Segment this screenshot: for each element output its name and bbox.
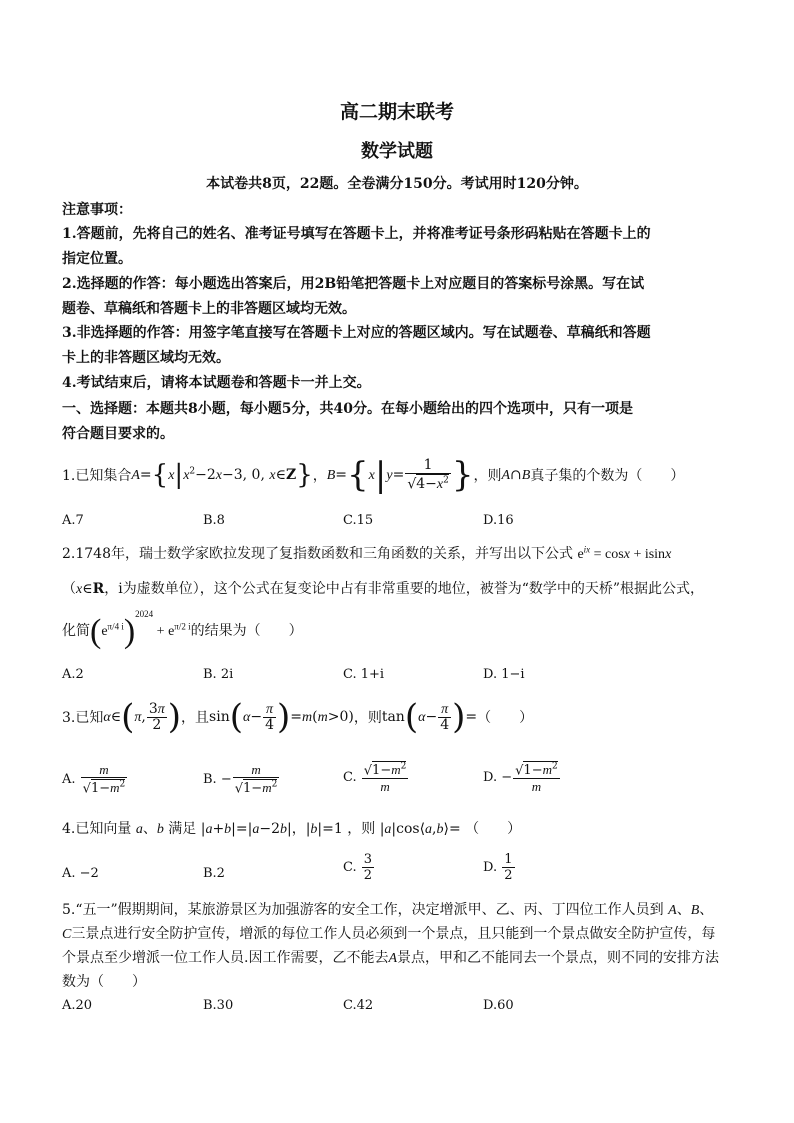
q2-option-c: C. 1+i <box>343 667 385 682</box>
q3-option-a: A. $\frac{m}{√1-m^2}$ <box>62 762 126 797</box>
q3-prefix: 3.已知 <box>62 710 104 726</box>
q1-intersection: A∩B <box>501 466 531 483</box>
q3-option-c: C. $\frac{√1-m^2}{m}$ <box>343 762 407 795</box>
question-2-line-2 <box>62 578 704 598</box>
q2-expression: $(e^{\pi/4 i})^{2024} + e^{\pi/2 i}$ <box>90 609 191 650</box>
q2-text-1: 2.1748年，瑞士数学家欧拉发现了复指数函数和三角函数的关系，并写出以下公式 <box>62 546 573 562</box>
q4-option-b: B.2 <box>203 866 225 881</box>
exam-title: 高二期末联考 <box>339 101 454 123</box>
question-5-line-1 <box>62 899 713 919</box>
q5-spot-c: C <box>62 927 72 942</box>
q3-target: tan(α− $\frac{\pi}{4}$ )= <box>381 697 478 737</box>
q1-option-c: C.15 <box>343 513 374 528</box>
note-2b: 题卷、草稿纸和答题卡上的非答题区域均无效。 <box>62 301 356 317</box>
q1-tail: 真子集的个数为（ ） <box>530 468 685 484</box>
q2-option-a: A.2 <box>62 667 84 682</box>
q4-target: |a|cos⟨a,b⟩= <box>379 821 461 837</box>
subject-title: 数学试题 <box>361 141 433 162</box>
note-2a: 2.选择题的作答：每小题选出答案后，用2B铅笔把答题卡上对应题目的答案标号涂黑。写在试 <box>62 276 645 292</box>
q2-text-2: i为虚数单位），这个公式在复变论中占有非常重要的地位，被誉为“数学中的天桥”根据此公式， <box>118 581 705 597</box>
q1-option-b: B.8 <box>203 513 225 528</box>
q1-suffix: ，则 <box>473 468 502 484</box>
q4-option-d: D. $\frac{1}{2}$ <box>483 852 513 883</box>
q3-alpha-range: α∈(π, $\frac{3\pi}{2}$ ) <box>103 697 182 737</box>
section-heading-2: 符合题目要求的。 <box>62 426 174 442</box>
q5-option-a: A.20 <box>62 998 93 1013</box>
q5-spot-a: A <box>388 951 398 966</box>
q2-result: 的结果为（ ） <box>190 623 303 639</box>
q5-option-d: D.60 <box>483 998 514 1013</box>
q5-text-3b: 景点，甲和乙不能同去一个景点，则不同的安排方法 <box>397 950 720 966</box>
q2-simplify: 化简 <box>62 623 90 639</box>
q1-option-d: D.16 <box>483 513 514 528</box>
q4-option-c: C. $\frac{3}{2}$ <box>343 852 373 883</box>
q3-mid: ，且 <box>181 710 210 726</box>
question-5-line-2 <box>62 923 715 943</box>
question-5-line-4: 数为（ ） <box>62 974 146 990</box>
q2-domain: （x∈R， <box>62 581 119 597</box>
q5-text-1: 5.“五一”假期期间，某旅游景区为加强游客的安全工作，决定增派甲、乙、丙、丁四位工作人员到 <box>62 902 664 918</box>
question-3 <box>62 696 533 738</box>
q5-option-c: C.42 <box>343 998 374 1013</box>
q5-text-3: 个景点至少增派一位工作人员.因工作需要，乙不能去 <box>62 950 389 966</box>
question-1 <box>62 452 684 498</box>
notes-heading: 注意事项： <box>62 202 132 218</box>
euler-formula: $e^{ix} = \cos x + isinx$ <box>577 544 672 562</box>
q5-text-2: 三景点进行安全防护宣传，增派的每位工作人员必须到一个景点，且只能到一个景点做安全防护宣传，每 <box>71 926 716 942</box>
q3-condition: sin(α− $\frac{\pi}{4}$ )=m(m>0) <box>209 697 354 737</box>
q5-spots-ab: A、B、 <box>668 902 714 918</box>
q4-prefix: 4.已知向量 <box>62 821 132 837</box>
q2-option-b: B. 2i <box>203 667 234 682</box>
note-1b: 指定位置。 <box>62 251 132 267</box>
question-2-line-3 <box>62 610 303 650</box>
q1-option-a: A.7 <box>62 513 84 528</box>
q1-prefix: 1.已知集合 <box>62 468 132 484</box>
q1-set-b: B={x|y= $\frac{1}{√4-x^2}$ } <box>326 455 474 495</box>
note-4: 4.考试结束后，请将本试题卷和答题卡一并上交。 <box>62 375 371 391</box>
q4-vectors: a、b <box>135 821 164 837</box>
question-5-line-3 <box>62 947 719 967</box>
question-4 <box>62 818 521 838</box>
q1-comma: ， <box>312 468 327 484</box>
note-1a: 1.答题前，先将自己的姓名、准考证号填写在答题卡上，并将准考证号条形码粘贴在答题卡上的 <box>62 226 651 242</box>
q1-set-a: $A=\{x|x^2-2x-3$, 0, x∈Z} <box>131 460 313 490</box>
note-3a: 3.非选择题的作答：用签字笔直接写在答题卡上对应的答题区域内。写在试题卷、草稿纸和答题 <box>62 325 651 341</box>
q4-then: ，则 <box>347 821 376 837</box>
q4-satisfy: 满足 <box>168 821 197 837</box>
note-3b: 卡上的非答题区域均无效。 <box>62 350 230 366</box>
question-2-line-1 <box>62 543 671 563</box>
q4-option-a: A. −2 <box>62 866 99 881</box>
q2-option-d: D. 1−i <box>483 667 525 682</box>
q3-then: ，则 <box>353 710 382 726</box>
q3-option-d: D. − $\frac{√1-m^2}{m}$ <box>483 762 558 795</box>
exam-info: 本试卷共8页，22题。全卷满分150分。考试用时120分钟。 <box>206 176 588 192</box>
q4-condition: |a+b|=|a−2b|，|b|=1 <box>200 821 343 837</box>
q3-paren: （ ） <box>477 710 534 726</box>
section-heading-1: 一、选择题：本题共8小题，每小题5分，共40分。在每小题给出的四个选项中，只有一项是 <box>62 401 633 417</box>
q4-paren: （ ） <box>465 821 522 837</box>
q3-option-b: B. − $\frac{m}{√1-m^2}$ <box>203 762 278 797</box>
q5-option-b: B.30 <box>203 998 234 1013</box>
